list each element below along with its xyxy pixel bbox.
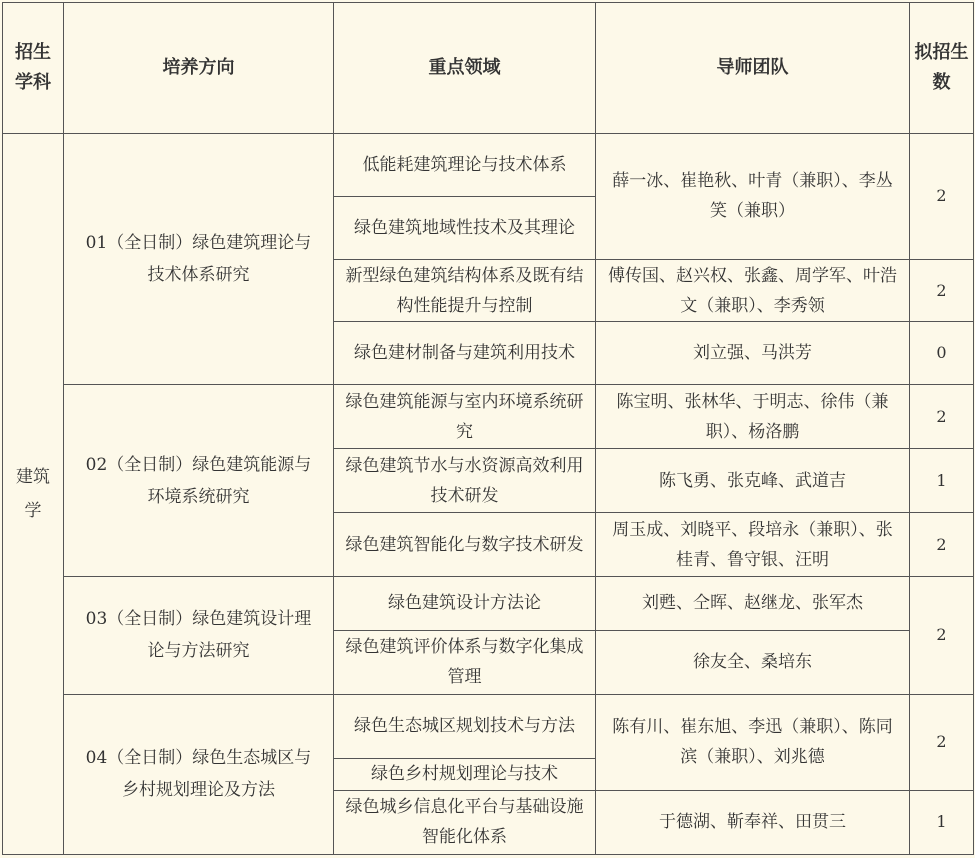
team-cell: 徐友全、桑培东 [596, 630, 910, 694]
field-cell: 新型绿色建筑结构体系及既有结构性能提升与控制 [334, 259, 596, 322]
table-row [3, 133, 974, 196]
subject-cell: 建筑学 [3, 133, 64, 854]
direction-cell [64, 133, 334, 385]
field-cell: 绿色城乡信息化平台与基础设施智能化体系 [334, 790, 596, 854]
field-cell: 绿色建材制备与建筑利用技术 [334, 322, 596, 385]
quota-cell: 2 [910, 259, 974, 322]
field-cell: 绿色生态城区规划技术与方法 [334, 694, 596, 758]
field-cell: 低能耗建筑理论与技术体系 [334, 133, 596, 196]
direction-text: 04（全日制）绿色生态城区与乡村规划理论及方法 [85, 748, 312, 801]
field-cell: 绿色乡村规划理论与技术 [334, 758, 596, 790]
field-cell: 绿色建筑地域性技术及其理论 [334, 196, 596, 259]
quota-cell: 2 [910, 694, 974, 790]
quota-cell: 0 [910, 322, 974, 385]
team-cell: 陈宝明、张林华、于明志、徐伟（兼职）、杨洛鹏 [596, 385, 910, 449]
direction-text: 01（全日制）绿色建筑理论与技术体系研究 [85, 233, 312, 286]
header-subject: 招生学科 [3, 3, 64, 134]
enrollment-table [2, 2, 974, 855]
team-cell: 于德湖、靳奉祥、田贯三 [596, 790, 910, 854]
table-row [3, 694, 974, 758]
direction-text: 03（全日制）绿色建筑设计理论与方法研究 [85, 609, 312, 662]
team-cell: 陈有川、崔东旭、李迅（兼职）、陈同滨（兼职）、刘兆德 [596, 694, 910, 790]
quota-cell: 2 [910, 385, 974, 449]
header-direction: 培养方向 [64, 3, 334, 134]
field-cell: 绿色建筑智能化与数字技术研发 [334, 513, 596, 577]
header-quota: 拟招生数 [910, 3, 974, 134]
team-cell: 刘立强、马洪芳 [596, 322, 910, 385]
field-cell: 绿色建筑节水与水资源高效利用技术研发 [334, 449, 596, 513]
quota-cell: 1 [910, 449, 974, 513]
direction-cell [64, 577, 334, 695]
team-cell: 傅传国、赵兴权、张鑫、周学军、叶浩文（兼职）、李秀领 [596, 259, 910, 322]
table-row [3, 577, 974, 631]
team-cell: 陈飞勇、张克峰、武道吉 [596, 449, 910, 513]
header-team: 导师团队 [596, 3, 910, 134]
field-cell: 绿色建筑能源与室内环境系统研究 [334, 385, 596, 449]
quota-cell: 1 [910, 790, 974, 854]
direction-cell [64, 694, 334, 854]
field-cell: 绿色建筑设计方法论 [334, 577, 596, 631]
team-cell: 刘甦、仝晖、赵继龙、张军杰 [596, 577, 910, 631]
direction-text: 02（全日制）绿色建筑能源与环境系统研究 [85, 454, 312, 507]
header-row [3, 3, 974, 134]
quota-cell: 2 [910, 513, 974, 577]
field-cell: 绿色建筑评价体系与数字化集成管理 [334, 630, 596, 694]
team-cell: 周玉成、刘晓平、段培永（兼职）、张桂青、鲁守银、汪明 [596, 513, 910, 577]
header-field: 重点领域 [334, 3, 596, 134]
quota-cell: 2 [910, 133, 974, 259]
team-cell: 薛一冰、崔艳秋、叶青（兼职）、李丛笑（兼职） [596, 133, 910, 259]
table-row [3, 385, 974, 449]
quota-cell: 2 [910, 577, 974, 695]
direction-cell [64, 385, 334, 577]
